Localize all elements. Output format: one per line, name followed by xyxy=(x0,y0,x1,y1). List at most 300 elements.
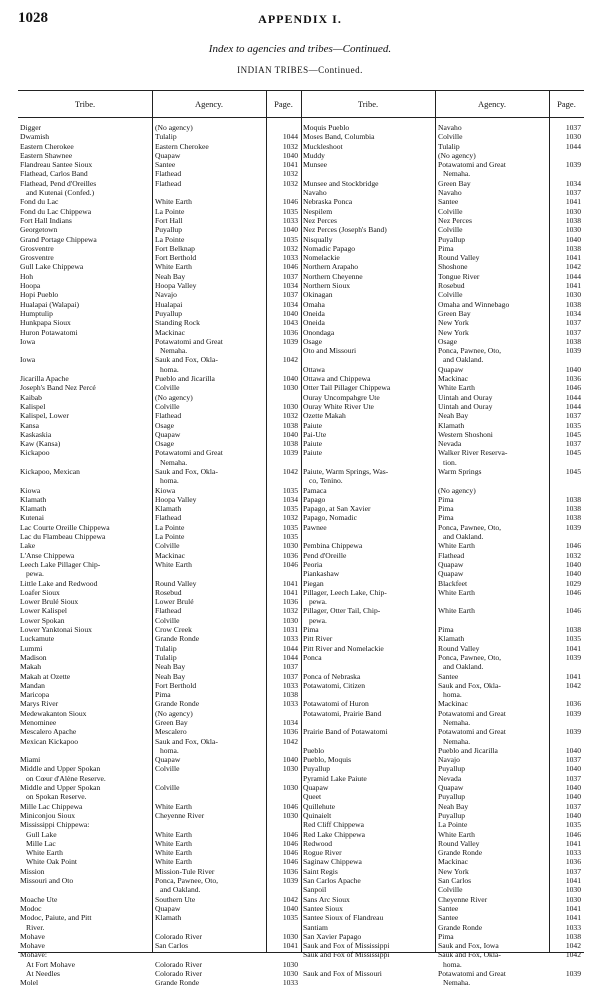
tribe-cell: Lower Yanktonai Sioux xyxy=(20,625,92,635)
table-row xyxy=(301,932,584,941)
agency-cell: Colville xyxy=(155,783,180,793)
table-row xyxy=(301,830,584,839)
page-cell: 1030 xyxy=(565,225,581,235)
page-cell: 1040 xyxy=(282,903,298,913)
page-cell: 1038 xyxy=(565,299,581,309)
table-row xyxy=(301,857,584,866)
table-row xyxy=(301,439,584,448)
tribe-cell: Pillager, Otter Tail, Chip- xyxy=(303,606,381,616)
agency-cell: Cheyenne River xyxy=(438,894,488,904)
tribe-cell: Otter Tail Pillager Chippewa xyxy=(303,383,391,393)
agency-cell: Colville xyxy=(155,615,180,625)
tribe-cell: Ponca of Nebraska xyxy=(303,671,361,681)
agency-cell: Ponca, Pawnee, Oto, xyxy=(438,346,502,356)
page-cell: 1040 xyxy=(565,764,581,774)
agency-cell: Flathead xyxy=(438,550,465,560)
agency-cell: Mission-Tule River xyxy=(155,866,215,876)
tribe-cell: Fond du Lac Chippewa xyxy=(20,206,92,216)
table-row xyxy=(301,179,584,188)
table-row xyxy=(301,458,584,467)
agency-cell: Sauk and Fox, Okla- xyxy=(438,950,501,960)
page-cell: 1039 xyxy=(565,708,581,718)
tribe-cell: Lower Brulé Sioux xyxy=(20,597,79,607)
tribe-cell: Kaskaskia xyxy=(20,429,52,439)
agency-cell: and Oakland. xyxy=(160,885,201,895)
agency-cell: Potawatomi and Great xyxy=(438,708,506,718)
page-cell: 1041 xyxy=(565,253,581,263)
page-cell xyxy=(549,476,584,485)
table-row xyxy=(18,634,301,643)
agency-cell: Lower Brulé xyxy=(155,597,194,607)
tribe-cell: Nebraska Ponca xyxy=(303,197,353,207)
tribe-cell: Rogue River xyxy=(303,848,342,858)
agency-cell: Omaha and Winnebago xyxy=(438,299,510,309)
tribe-cell: Kickapoo, Mexican xyxy=(20,466,80,476)
table-row xyxy=(18,653,301,662)
agency-cell: Hoopa Valley xyxy=(155,281,197,291)
page-cell: 1036 xyxy=(565,699,581,709)
tribe-cell: Grand Portage Chippewa xyxy=(20,234,97,244)
agency-cell: White Earth xyxy=(155,262,192,272)
table-row xyxy=(18,309,301,318)
tribe-cell: Ouray White River Ute xyxy=(303,401,374,411)
agency-cell: New York xyxy=(438,318,469,328)
table-row xyxy=(18,365,301,374)
page-cell: 1046 xyxy=(565,829,581,839)
agency-cell: Round Valley xyxy=(438,253,480,263)
page-cell: 1041 xyxy=(282,160,298,170)
agency-cell xyxy=(152,923,266,932)
page-cell xyxy=(266,746,301,755)
agency-cell: homa. xyxy=(160,476,179,486)
agency-cell xyxy=(152,188,266,197)
table-row xyxy=(301,792,584,801)
agency-cell xyxy=(435,476,549,485)
page-cell: 1041 xyxy=(282,578,298,588)
page-cell: 1039 xyxy=(565,160,581,170)
page-cell xyxy=(549,662,584,671)
page-cell: 1041 xyxy=(565,913,581,923)
table-row xyxy=(18,579,301,588)
tribe-cell: Peoria xyxy=(303,559,323,569)
agency-cell: Colorado River xyxy=(155,969,203,979)
page-cell: 1038 xyxy=(282,690,298,700)
page-cell xyxy=(266,393,301,402)
table-row xyxy=(301,737,584,746)
table-row xyxy=(301,950,584,959)
page-cell: 1032 xyxy=(282,178,298,188)
tribe-cell: Pima xyxy=(303,625,319,635)
agency-cell: White Earth xyxy=(155,848,192,858)
page-cell xyxy=(549,458,584,467)
agency-cell: White Earth xyxy=(438,541,475,551)
tribe-cell: Pyramid Lake Paiute xyxy=(303,773,367,783)
tribe-cell: Hopi Pueblo xyxy=(20,290,59,300)
agency-cell: Uintah and Ouray xyxy=(438,401,493,411)
table-row xyxy=(18,830,301,839)
tribe-cell: Queet xyxy=(303,792,322,802)
tribe-cell: Medewakanton Sioux xyxy=(20,708,87,718)
tribe-cell: Sauk and Fox of Missouri xyxy=(303,969,382,979)
table-row xyxy=(18,699,301,708)
tribe-cell: Miniconjou Sioux xyxy=(20,810,76,820)
table-row xyxy=(301,681,584,690)
agency-cell: White Earth xyxy=(155,197,192,207)
agency-cell: Colville xyxy=(155,401,180,411)
table-row xyxy=(301,895,584,904)
table-row xyxy=(301,727,584,736)
tribe-cell: Gull Lake xyxy=(26,829,57,839)
agency-cell: Nemaha. xyxy=(160,346,188,356)
table-row xyxy=(301,430,584,439)
agency-cell: Osage xyxy=(438,336,457,346)
page-cell: 1033 xyxy=(282,253,298,263)
page-cell: 1039 xyxy=(282,876,298,886)
tribe-cell: Iowa xyxy=(20,355,36,365)
tribe-cell: Kaibab xyxy=(20,392,42,402)
tribe-cell: White Earth xyxy=(26,848,63,858)
tribe-cell: Lake xyxy=(20,541,36,551)
page-cell: 1044 xyxy=(565,392,581,402)
agency-cell: Klamath xyxy=(155,913,182,923)
tribe-cell: Nez Perces xyxy=(303,215,337,225)
agency-cell: Nemaha. xyxy=(443,736,471,746)
agency-cell: Rosebud xyxy=(438,281,465,291)
tribe-cell: Mission xyxy=(20,866,45,876)
page-cell: 1034 xyxy=(565,178,581,188)
table-row xyxy=(301,337,584,346)
agency-cell: White Earth xyxy=(155,801,192,811)
page-cell: 1045 xyxy=(565,466,581,476)
agency-cell: White Earth xyxy=(438,829,475,839)
page-cell: 1039 xyxy=(282,336,298,346)
page-cell: 1030 xyxy=(565,894,581,904)
page-cell: 1034 xyxy=(282,718,298,727)
table-row xyxy=(301,690,584,699)
agency-cell: Sauk and Fox, Okla- xyxy=(155,466,218,476)
page-cell: 1040 xyxy=(565,559,581,569)
agency-cell: Quapaw xyxy=(438,783,464,793)
agency-cell xyxy=(152,820,266,829)
agency-cell: Western Shoshoni xyxy=(438,429,493,439)
tribe-cell: Potawatomi, Prairie Band xyxy=(303,708,382,718)
table-row xyxy=(18,913,301,922)
page-cell xyxy=(266,709,301,718)
page-cell xyxy=(266,476,301,485)
page-cell xyxy=(549,718,584,727)
page-cell: 1042 xyxy=(565,680,581,690)
page-cell: 1037 xyxy=(282,271,298,281)
table-row xyxy=(18,337,301,346)
page-cell: 1035 xyxy=(282,206,298,216)
table-row xyxy=(18,737,301,746)
table-row xyxy=(18,588,301,597)
agency-cell: Quapaw xyxy=(438,364,464,374)
agency-cell: Flathead xyxy=(155,169,182,179)
table-row xyxy=(301,662,584,671)
tribe-cell: co, Tenino. xyxy=(309,476,343,486)
agency-cell: Ponca, Pawnee, Oto, xyxy=(155,876,219,886)
tribe-cell: Miami xyxy=(20,755,41,765)
agency-cell: Cheyenne River xyxy=(155,810,205,820)
agency-cell: Mescalero xyxy=(155,727,187,737)
table-row xyxy=(18,625,301,634)
agency-cell: Tulalip xyxy=(438,141,460,151)
tribe-cell: Prairie Band of Potawatomi xyxy=(303,727,388,737)
table-row xyxy=(18,960,301,969)
agency-cell: Colville xyxy=(438,206,463,216)
tribe-cell: Kalispel, Lower xyxy=(20,411,69,421)
page-cell: 1038 xyxy=(565,513,581,523)
agency-cell: Quapaw xyxy=(438,569,464,579)
agency-cell xyxy=(152,569,266,578)
agency-cell: Eastern Cherokee xyxy=(155,141,209,151)
page-cell: 1032 xyxy=(282,513,298,523)
agency-cell: Round Valley xyxy=(438,643,480,653)
table-row xyxy=(18,197,301,206)
table-row xyxy=(18,235,301,244)
tribe-cell: Humptulip xyxy=(20,308,53,318)
tribe-cell: Nez Perces (Joseph's Band) xyxy=(303,225,387,235)
agency-cell: Puyallup xyxy=(155,225,183,235)
agency-cell: Santee xyxy=(438,197,459,207)
col-header-agency-2: Agency. xyxy=(435,91,549,118)
page-cell: 1038 xyxy=(565,336,581,346)
page-cell: 1040 xyxy=(565,792,581,802)
appendix-title: APPENDIX I. xyxy=(258,12,342,26)
page-cell xyxy=(266,188,301,197)
tribe-cell xyxy=(301,718,435,727)
page-cell: 1035 xyxy=(565,820,581,830)
agency-cell: Nemaha. xyxy=(443,169,471,179)
agency-cell: Grande Ronde xyxy=(438,922,483,932)
agency-cell: La Pointe xyxy=(155,532,185,542)
agency-cell: Ponca, Pawnee, Oto, xyxy=(438,652,502,662)
table-row xyxy=(301,244,584,253)
agency-cell: Green Bay xyxy=(438,178,471,188)
page-cell: 1046 xyxy=(282,559,298,569)
page-cell: 1037 xyxy=(565,801,581,811)
agency-cell xyxy=(152,792,266,801)
table-row xyxy=(301,709,584,718)
table-row xyxy=(301,718,584,727)
agency-cell: Kiowa xyxy=(155,485,176,495)
table-row xyxy=(18,541,301,550)
tribe-cell: Jicarilla Apache xyxy=(20,374,69,384)
tribe-cell xyxy=(18,885,152,894)
page-cell: 1032 xyxy=(282,606,298,616)
table-row xyxy=(301,597,584,606)
table-row xyxy=(301,393,584,402)
tribe-cell: Red Cliff Chippewa xyxy=(303,820,365,830)
page-cell xyxy=(266,820,301,829)
table-row xyxy=(18,867,301,876)
table-row xyxy=(18,151,301,160)
agency-cell: Sauk and Fox, Okla- xyxy=(155,355,218,365)
page-cell: 1030 xyxy=(565,206,581,216)
tribe-cell: Oneida xyxy=(303,318,325,328)
tribe-cell: Ottawa and Chippewa xyxy=(303,374,371,384)
table-row xyxy=(301,290,584,299)
table-row xyxy=(301,923,584,932)
page-cell: 1038 xyxy=(282,420,298,430)
page-cell: 1038 xyxy=(282,439,298,449)
page-cell: 1030 xyxy=(282,959,298,969)
page-cell: 1038 xyxy=(565,215,581,225)
page-cell: 1031 xyxy=(282,625,298,635)
agency-cell: (No agency) xyxy=(438,150,476,160)
agency-cell: Mackinac xyxy=(438,699,468,709)
tribe-cell: Quillehute xyxy=(303,801,336,811)
agency-cell: Flathead xyxy=(155,411,182,421)
agency-cell: Santee xyxy=(438,913,459,923)
agency-cell: Flathead xyxy=(155,178,182,188)
tribe-cell: pewa. xyxy=(309,615,327,625)
page-cell: 1037 xyxy=(565,755,581,765)
agency-cell: La Pointe xyxy=(155,206,185,216)
table-row xyxy=(301,653,584,662)
tribe-cell: Santee Sioux xyxy=(303,903,343,913)
agency-cell: Nemaha. xyxy=(160,457,188,467)
page-cell: 1042 xyxy=(282,466,298,476)
tribe-cell: Mississippi Chippewa: xyxy=(20,820,90,830)
table-row xyxy=(301,625,584,634)
agency-cell: Neah Bay xyxy=(438,411,469,421)
table-row xyxy=(18,402,301,411)
page-cell xyxy=(266,885,301,894)
agency-cell: White Earth xyxy=(438,587,475,597)
agency-cell: Klamath xyxy=(155,504,182,514)
tribe-cell: Quapaw xyxy=(303,783,329,793)
tribe-cell: Modoc xyxy=(20,903,42,913)
agency-cell: Puyallup xyxy=(155,308,183,318)
table-row xyxy=(18,179,301,188)
page-cell: 1033 xyxy=(565,922,581,932)
agency-cell: Grande Ronde xyxy=(155,978,200,988)
agency-cell: Flathead xyxy=(155,513,182,523)
agency-cell: Fort Hall xyxy=(155,215,183,225)
tribe-cell: Nespilem xyxy=(303,206,333,216)
table-row xyxy=(301,402,584,411)
tribe-cell: Iowa xyxy=(20,336,36,346)
tribe-cell: Pembina Chippewa xyxy=(303,541,363,551)
agency-cell: Shoshone xyxy=(438,262,468,272)
agency-cell: La Pointe xyxy=(438,820,468,830)
tribe-cell: Grosventre xyxy=(20,253,54,263)
tribe-cell: Lower Spokan xyxy=(20,615,65,625)
agency-cell: Colville xyxy=(438,132,463,142)
table-row xyxy=(18,597,301,606)
agency-cell: Colville xyxy=(155,383,180,393)
agency-cell: and Oakland. xyxy=(443,355,484,365)
table-row xyxy=(18,848,301,857)
agency-cell: Round Valley xyxy=(438,838,480,848)
table-row xyxy=(18,978,301,987)
table-row xyxy=(18,318,301,327)
tribe-cell: Pamaca xyxy=(303,485,327,495)
page-cell: 1039 xyxy=(565,727,581,737)
tribe-cell: Muddy xyxy=(303,150,325,160)
table-row xyxy=(18,262,301,271)
tribe-cell: Santee Sioux of Flandreau xyxy=(303,913,384,923)
agency-cell: Neah Bay xyxy=(438,801,469,811)
tribe-cell: Moses Band, Columbia xyxy=(303,132,375,142)
page-cell xyxy=(549,690,584,699)
page-cell: 1032 xyxy=(282,411,298,421)
table-row xyxy=(18,467,301,476)
running-header xyxy=(18,10,582,30)
page-cell: 1041 xyxy=(565,903,581,913)
tribe-cell: Klamath xyxy=(20,494,47,504)
page-cell: 1033 xyxy=(565,848,581,858)
table-row xyxy=(301,551,584,560)
tribe-cell: Middle and Upper Spokan xyxy=(20,764,101,774)
table-row xyxy=(18,169,301,178)
page-cell xyxy=(549,151,584,160)
page-cell: 1038 xyxy=(565,494,581,504)
page-cell: 1040 xyxy=(565,783,581,793)
page-cell: 1037 xyxy=(565,318,581,328)
table-row xyxy=(18,216,301,225)
agency-cell: Rosebud xyxy=(155,587,182,597)
page-cell: 1045 xyxy=(565,448,581,458)
table-row xyxy=(301,300,584,309)
table-row xyxy=(301,616,584,625)
agency-cell: Tongue River xyxy=(438,271,480,281)
agency-cell: Nevada xyxy=(438,439,462,449)
table-row xyxy=(18,783,301,792)
page-cell: 1040 xyxy=(282,755,298,765)
tribe-cell: Flathead, Pend d'Oreilles xyxy=(20,178,97,188)
table-row xyxy=(301,755,584,764)
table-row xyxy=(301,672,584,681)
tribe-cell: Grosventre xyxy=(20,243,54,253)
tribe-cell xyxy=(301,978,435,987)
table-row xyxy=(301,495,584,504)
page-cell: 1041 xyxy=(565,838,581,848)
tribe-cell: Papago, at San Xavier xyxy=(303,504,371,514)
agency-cell: Green Bay xyxy=(438,308,471,318)
table-row xyxy=(301,467,584,476)
page-cell: 1042 xyxy=(282,736,298,746)
page-cell: 1041 xyxy=(282,941,298,951)
page-cell xyxy=(266,774,301,783)
agency-cell: Standing Rock xyxy=(155,318,200,328)
tribe-cell: Red Lake Chippewa xyxy=(303,829,365,839)
tribe-cell: Nomadic Papago xyxy=(303,243,356,253)
page-cell: 1046 xyxy=(282,801,298,811)
tribe-cell: Klamath xyxy=(20,504,47,514)
tribe-cell: Mexican Kickapoo xyxy=(20,736,78,746)
tribe-cell: Lower Kalispel xyxy=(20,606,68,616)
tribe-cell: Munsee and Stockbridge xyxy=(303,178,379,188)
tribe-cell: Saginaw Chippewa xyxy=(303,857,362,867)
table-row xyxy=(301,169,584,178)
page-cell: 1040 xyxy=(565,745,581,755)
table-row xyxy=(301,820,584,829)
tribe-cell: Lac du Flambeau Chippewa xyxy=(20,532,106,542)
page-cell: 1030 xyxy=(565,132,581,142)
page-cell: 1041 xyxy=(282,587,298,597)
page-cell: 1032 xyxy=(282,141,298,151)
tribe-cell: Puyallup xyxy=(303,764,331,774)
tribe-cell: Mandan xyxy=(20,680,45,690)
table-row xyxy=(301,876,584,885)
agency-cell: Sauk and Fox, Okla- xyxy=(438,680,501,690)
page-cell: 1041 xyxy=(565,281,581,291)
table-row xyxy=(301,486,584,495)
tribe-cell: Loafer Sioux xyxy=(20,587,60,597)
